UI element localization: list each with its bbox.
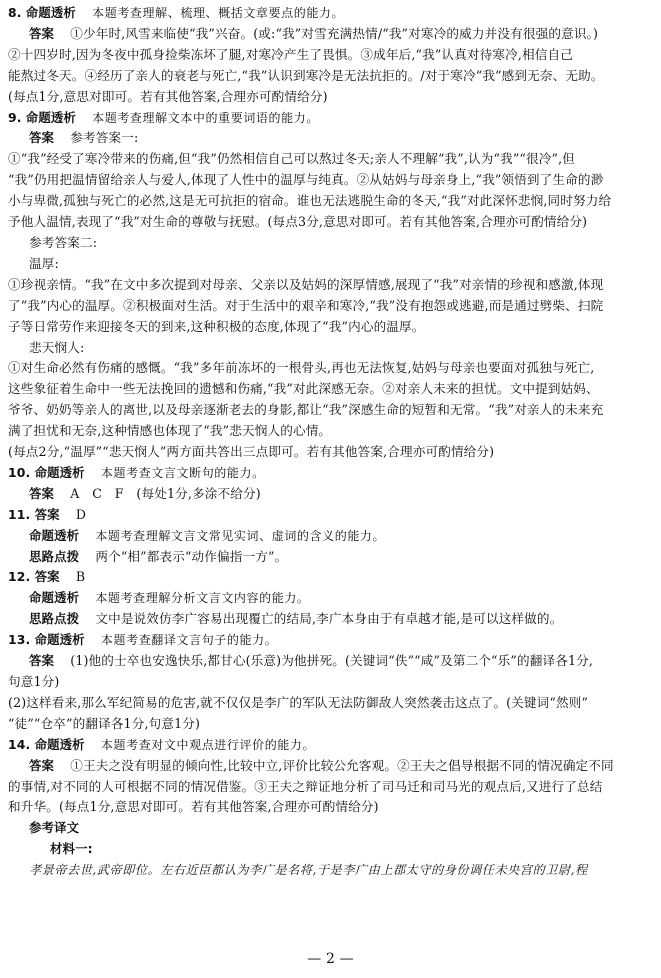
- tag-description: 本题考查翻译文言句子的能力。: [100, 633, 278, 648]
- q8-header: [8, 3, 650, 24]
- sub-heading: 温厚:: [29, 255, 59, 271]
- answer-line: 了“我”内心的温厚。②积极面对生活。对于生活中的艰辛和寒冷,“我”没有抱怨或逃避,而是通过劈柴、扫院: [8, 297, 604, 313]
- q12-header: [8, 567, 650, 588]
- answer-line: 予他人温情,表现了“我”对生命的尊敬与抚慰。(每点3分,意思对即可。若有其他答案,合理亦可酌情给分): [8, 214, 588, 230]
- answer-line: ①对生命必然有伤痛的感慨。“我”多年前冻坏的一根骨头,再也无法恢复,姑妈与母亲也要面对孤独与死亡,: [8, 360, 595, 376]
- question-number: 10.: [8, 464, 31, 480]
- answer-text: A C F (每处1分,多涂不给分): [70, 485, 261, 501]
- answer-line: 句意1分): [8, 674, 60, 689]
- tag-description: 本题考查理解文本中的重要词语的能力。: [92, 110, 319, 125]
- answer-tag: 答案: [29, 25, 55, 41]
- answer-line: 能熬过冬天。④经历了亲人的衰老与死亡,“我”认识到寒冷是无法抗拒的。/对于寒冷“我”感到无奈、无助。: [8, 67, 604, 83]
- question-number: 8.: [8, 5, 22, 20]
- answer-tag: 答案: [29, 653, 55, 669]
- answer-line: 的事情,对不同的人可根据不同的情况借鉴。③王夫之辩证地分析了司马迁和司马光的观点后,又进行了总结: [8, 778, 603, 794]
- scoring-note: (每点2分,“温厚”“悲天悯人”两方面共答出三点即可。若有其他答案,合理亦可酌情给分): [8, 444, 495, 460]
- q12-analysis-line: [8, 588, 650, 609]
- answer-key-document: [8, 3, 650, 881]
- tip-tag: 思路点拨: [29, 611, 80, 627]
- q8-answer-line: [8, 24, 650, 45]
- section-tag: 命题透析: [29, 527, 80, 543]
- q11-header: [8, 505, 650, 526]
- answer-line: 爷爷、奶奶等亲人的离世,以及母亲逐渐老去的身影,都让“我”深感生命的短暂和无常。“我”对亲人的未来充: [8, 402, 604, 418]
- q14-answer-line: [8, 756, 650, 777]
- answer-tag: 答案: [34, 569, 60, 585]
- tip-tag: 思路点拨: [29, 548, 80, 564]
- answer-line: “徒”“仓卒”的翻译各1分,句意1分): [8, 715, 201, 731]
- page-number: — 2 —: [307, 951, 354, 967]
- sub-heading: 悲天悯人:: [29, 339, 85, 355]
- answer-tag: 答案: [29, 757, 55, 773]
- material-heading: [8, 839, 650, 860]
- section-tag: 命题透析: [25, 109, 76, 125]
- tag-description: 本题考查理解、梳理、概括文章要点的能力。: [92, 6, 345, 20]
- answer-line: ①“我”经受了寒冷带来的伤痛,但“我”仍然相信自己可以熬过冬天;亲人不理解“我”,认为“我”“很冷”,但: [8, 151, 575, 167]
- question-number: 11.: [8, 506, 31, 522]
- answer-text: D: [75, 506, 87, 522]
- answer-line: 满了担忧和无奈,这种情感也体现了“我”悲天悯人的心情。: [8, 423, 332, 439]
- answer-text: ①少年时,风雪来临使“我”兴奋。(或:“我”对雪充满热情/“我”对寒冷的威力并没有很强的意识。): [70, 25, 599, 41]
- q13-answer-line: [8, 651, 650, 672]
- section-tag: 命题透析: [25, 5, 76, 20]
- q10-answer-line: [8, 484, 650, 505]
- section-tag: 命题透析: [34, 632, 85, 648]
- question-number: 14.: [8, 736, 31, 752]
- q11-analysis-line: [8, 526, 650, 547]
- answer-text: B: [75, 569, 86, 585]
- section-tag: 命题透析: [34, 736, 85, 752]
- section-tag: 命题透析: [29, 590, 80, 606]
- tag-description: 本题考查文言文断句的能力。: [100, 465, 265, 480]
- answer-line: 子等日常劳作来迎接冬天的到来,这种积极的态度,体现了“我”内心的温厚。: [8, 318, 425, 334]
- answer-line: ①珍视亲情。“我”在文中多次提到对母亲、父亲以及姑妈的深厚情感,展现了“我”对亲情的珍视和感激,体现: [8, 276, 604, 292]
- question-number: 12.: [8, 569, 31, 585]
- tag-description: 本题考查理解分析文言文内容的能力。: [95, 591, 310, 606]
- reference-answer-label: 参考答案二:: [29, 234, 98, 250]
- answer-tag: 答案: [34, 506, 60, 522]
- tag-description: 本题考查对文中观点进行评价的能力。: [100, 737, 316, 752]
- answer-line: 小与卑微,孤独与死亡的必然,这是无可抗拒的宿命。谁也无法逃脱生命的冬天,“我”对此深怀悲悯,同时努力给: [8, 193, 612, 209]
- q14-header: [8, 735, 650, 756]
- q9-header: [8, 108, 650, 129]
- reference-answer-label: 参考答案一:: [70, 130, 139, 146]
- answer-text: ①王夫之没有明显的倾向性,比较中立,评价比较公允客观。②王夫之倡导根据不同的情况确定不同: [70, 757, 614, 773]
- answer-tag: 答案: [29, 485, 55, 501]
- scoring-note: (每点1分,意思对即可。若有其他答案,合理亦可酌情给分): [8, 88, 328, 104]
- translation-tag: 参考译文: [29, 820, 80, 836]
- question-number: 13.: [8, 632, 31, 648]
- tip-text: 文中是说效仿李广容易出现覆亡的结局,李广本身由于有卓越才能,是可以这样做的。: [95, 611, 563, 627]
- material-tag: 材料一:: [50, 841, 93, 857]
- translation-text: 孝景帝去世,武帝即位。左右近臣都认为李广是名将,于是李广由上郡太守的身份调任未央宫的卫尉,程: [29, 863, 588, 878]
- tip-text: 两个“相”都表示“动作偏指一方”。: [95, 548, 288, 564]
- q9-answer-line: [8, 128, 650, 149]
- q12-tip-line: [8, 609, 650, 630]
- reference-translation-heading: [8, 818, 650, 839]
- question-number: 9.: [8, 109, 22, 125]
- scoring-note: 和升华。(每点1分,意思对即可。若有其他答案,合理亦可酌情给分): [8, 799, 379, 815]
- q13-header: [8, 630, 650, 651]
- answer-line: ②十四岁时,因为冬夜中孤身捡柴冻坏了腿,对寒冷产生了畏惧。③成年后,“我”认真对待寒冷,相信自己: [8, 46, 574, 62]
- answer-line: (2)这样看来,那么军纪简易的危害,就不仅仅是李广的军队无法防御敌人突然袭击这点了。(关键词“然则”: [8, 694, 589, 710]
- answer-text: (1)他的士卒也安逸快乐,都甘心(乐意)为他拼死。(关键词“佚”“咸”及第二个“乐”的翻译各1分,: [70, 653, 594, 669]
- answer-line: 这些象征着生命中一些无法挽回的遗憾和伤痛,“我”对此深感无奈。②对亲人未来的担忧。文中提到姑妈、: [8, 381, 599, 397]
- section-tag: 命题透析: [34, 464, 85, 480]
- tag-description: 本题考查理解文言文常见实词、虚词的含义的能力。: [95, 528, 386, 543]
- answer-line: “我”仍用把温情留给亲人与爱人,体现了人性中的温厚与纯真。②从姑妈与母亲身上,“我”领悟到了生命的渺: [8, 172, 604, 188]
- q11-tip-line: [8, 547, 650, 568]
- q10-header: [8, 463, 650, 484]
- answer-tag: 答案: [29, 130, 55, 146]
